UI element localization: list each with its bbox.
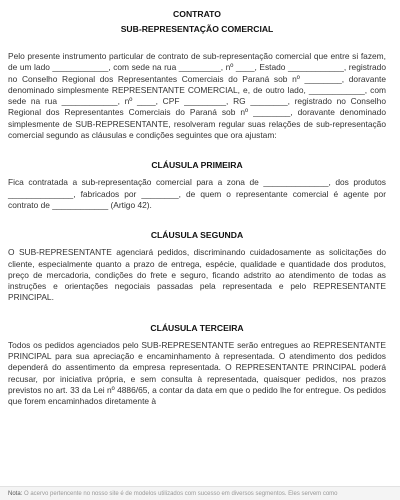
intro-paragraph: Pelo presente instrumento particular de contrato de sub-representação comercial que entre si fazem, de um lado ____________, com sede na rua _________, nº ____, Estado ____________, registrado no Conselho Regional dos Representantes Comerciais do Paraná sob nº ________, doravante denominado simplesmente REPRESENTANTE COMERCIAL, e, de outro lado, ____________, com sede na rua ____________, nº ____, CPF _________, RG ________, registrado no Conselho Regional dos Representantes Comerciais do Paraná sob nº ________, doravante denominado simplesmente de SUB-REPRESENTANTE, resolveram regular suas relações de sub-representação comercial segundo as cláusulas e condições seguintes que ora ajustam:: [8, 51, 386, 141]
clause-3-text: Todos os pedidos agenciados pelo SUB-REPRESENTANTE serão entregues ao REPRESENTANTE PRINCIPAL para sua apreciação e encaminhamento à representada. O atendimento dos pedidos dependerá do assentimento da empresa representada. O REPRESENTANTE PRINCIPAL poderá recusar, por iniciativa própria, e sem consulta à representada, quaisquer pedidos, nos prazos previstos no art. 33 da Lei nº 4886/65, a contar da data em que o pedido lhe for entregue. Os pedidos que forem encaminhados diretamente à: [8, 339, 386, 407]
footer-note-label: Nota:: [8, 491, 23, 497]
clause-2-text: O SUB-REPRESENTANTE agenciará pedidos, discriminando cuidadosamente as solicitações do cliente, especialmente quanto a prazo de entrega, espécie, qualidade e quantidade dos produtos, preço de mercadoria, condições do frete e seguro, ficando adstrito ao atendimento de todas as instruções e orientações negociais passadas pela representada e pelo REPRESENTANTE PRINCIPAL.: [8, 247, 386, 303]
contract-document: [8, 8, 386, 408]
clause-3-heading: CLÁUSULA TERCEIRA: [150, 322, 244, 333]
clause-2-heading: CLÁUSULA SEGUNDA: [150, 230, 244, 241]
clause-1-heading: CLÁUSULA PRIMEIRA: [151, 160, 243, 171]
document-title: CONTRATO: [173, 9, 221, 19]
clause-1-text: Fica contratada a sub-representação comercial para a zona de ______________, dos produtos ______________, fabricados por ________, de quem o representante comercial é agente por contrato de ____________ (Artigo 42).: [8, 177, 386, 210]
footer-note-text: O acervo pertencente no nosso site é de modelos utilizados com sucesso em diversos segmentos. Eles servem como: [24, 491, 338, 497]
footer-note: [0, 486, 400, 500]
document-subtitle: SUB-REPRESENTAÇÃO COMERCIAL: [120, 24, 274, 34]
